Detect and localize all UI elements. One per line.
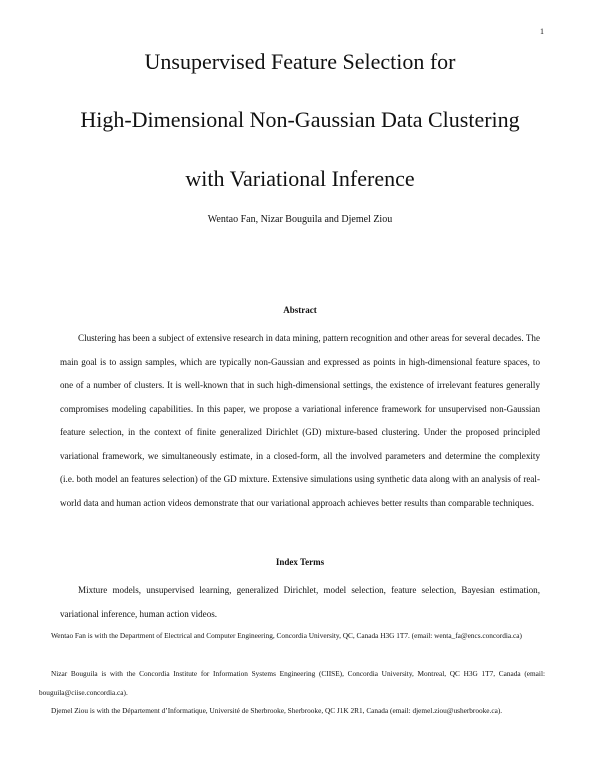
index-terms-heading: Index Terms: [275, 557, 325, 567]
footnote-author-2: Nizar Bouguila is with the Concordia Institute for Information Systems Engineering (CIISE), Concordia University, Montreal, QC H3G 1T7, Canada (email: bouguila@ciise.concordia.ca).: [39, 669, 545, 697]
index-terms-text: Mixture models, unsupervised learning, generalized Dirichlet, model selection, feature selection, Bayesian estimation, variational inference, human action videos.: [60, 585, 540, 619]
abstract-text: Clustering has been a subject of extensive research in data mining, pattern recognition and other areas for several decades. The main goal is to assign samples, which are typically non-Gaussian and expressed as points in high-dimensional feature spaces, to one of a number of clusters. It is well-known that in such high-dimensional settings, the existence of irrelevant features generally compromises modeling capabilities. In this paper, we propose a variational inference framework for unsupervised non-Gaussian feature selection, in the context of finite generalized Dirichlet (GD) mixture-based clustering. Under the proposed principled variational framework, we simultaneously estimate, in a closed-form, all the involved parameters and determine the complexity (i.e. both model an features selection) of the GD mixture. Extensive simulations using synthetic data along with an analysis of real-world data and human action videos demonstrate that our variational approach achieves better results than comparable techniques.: [60, 333, 540, 508]
page-number: 1: [540, 27, 544, 36]
author-list: Wentao Fan, Nizar Bouguila and Djemel Ziou: [207, 214, 393, 225]
footnote-author-1: Wentao Fan is with the Department of Electrical and Computer Engineering, Concordia University, QC, Canada H3G 1T7. (email: wenta_fa@encs.concordia.ca): [51, 631, 522, 640]
title-line-1: Unsupervised Feature Selection for: [144, 49, 456, 74]
title-line-3: with Variational Inference: [185, 166, 415, 191]
abstract-heading: Abstract: [283, 305, 317, 315]
title-line-2: High-Dimensional Non-Gaussian Data Clustering: [80, 107, 520, 132]
footnote-author-3: Djemel Ziou is with the Département d’Informatique, Université de Sherbrooke, Sherbrooke, QC J1K 2R1, Canada (email: djemel.ziou@usherbrooke.ca).: [51, 706, 503, 715]
